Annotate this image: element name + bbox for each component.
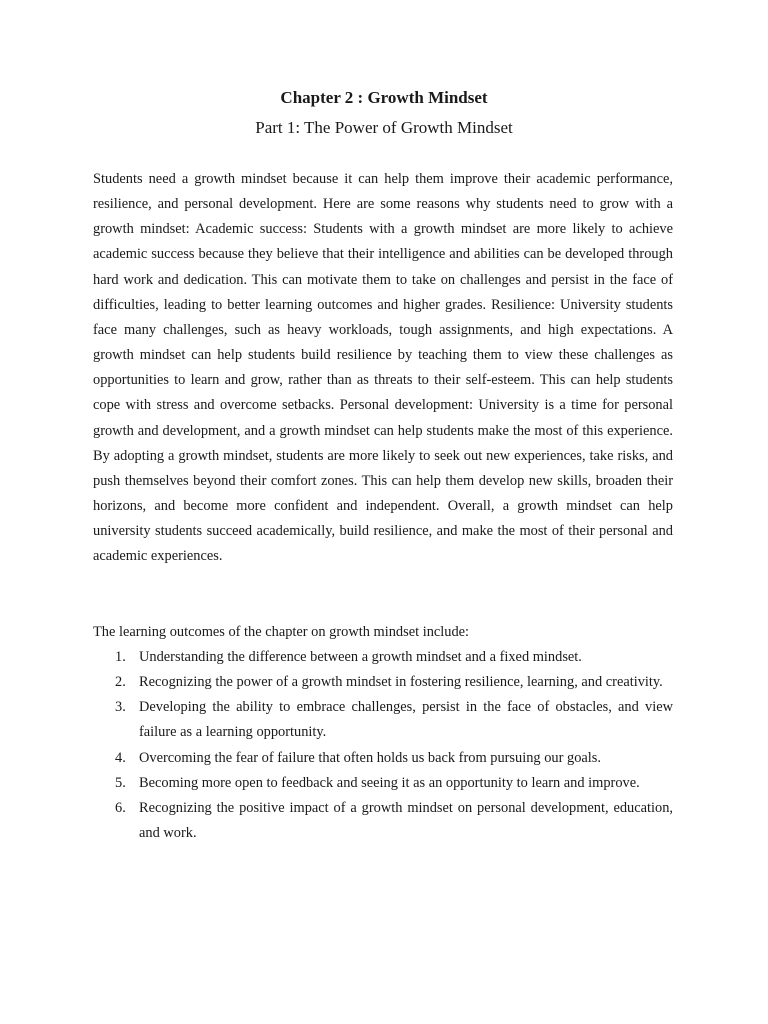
list-item: [93, 746, 673, 771]
list-item-text: Recognizing the power of a growth mindset in fostering resilience, learning, and creativity.: [139, 674, 663, 691]
body-paragraph: Students need a growth mindset because it can help them improve their academic performance, resilience, and personal development. Here are some reasons why students need to grow with a growth mindset: Academic success: Students with a growth mindset are more likely to achieve academic success because they believe that their intelligence and abilities can be developed through hard work and dedication. This can motivate them to take on challenges and persist in the face of difficulties, leading to better learning outcomes and higher grades. Resilience: University students face many challenges, such as heavy workloads, tough assignments, and high expectations. A growth mindset can help students build resilience by teaching them to view these challenges as opportunities to learn and grow, rather than as threats to their self-esteem. This can help students cope with stress and overcome setbacks. Personal development: University is a time for personal growth and development, and a growth mindset can help students make the most of this experience. By adopting a growth mindset, students are more likely to seek out new experiences, take risks, and push themselves beyond their comfort zones. This can help them develop new skills, broaden their horizons, and become more confident and independent. Overall, a growth mindset can help university students succeed academically, build resilience, and make the most of their personal and academic experiences.: [93, 171, 673, 565]
list-item: [93, 796, 673, 846]
list-item-number: 6.: [115, 799, 126, 816]
list-item: [93, 670, 673, 695]
list-item-text: Recognizing the positive impact of a growth mindset on personal development, education, and work.: [139, 799, 673, 842]
list-item-text: Overcoming the fear of failure that often holds us back from pursuing our goals.: [139, 749, 601, 766]
list-item-number: 1.: [115, 649, 126, 665]
list-item-number: 5.: [115, 774, 126, 791]
outcomes-intro: The learning outcomes of the chapter on growth mindset include:: [93, 624, 470, 640]
list-item-number: 4.: [115, 749, 126, 766]
list-item: [93, 695, 673, 745]
list-item-number: 3.: [115, 699, 126, 716]
list-item-text: Understanding the difference between a growth mindset and a fixed mindset.: [139, 649, 582, 665]
list-item-number: 2.: [115, 674, 126, 691]
list-item: [93, 645, 673, 670]
learning-outcomes-list: [93, 645, 673, 846]
part-title: Part 1: The Power of Growth Mindset: [255, 118, 513, 137]
list-item-text: Becoming more open to feedback and seeing it as an opportunity to learn and improve.: [139, 774, 640, 791]
list-item-text: Developing the ability to embrace challenges, persist in the face of obstacles, and view failure as a learning opportunity.: [139, 699, 673, 741]
chapter-title: Chapter 2 : Growth Mindset: [280, 88, 488, 107]
list-item: [93, 771, 673, 796]
